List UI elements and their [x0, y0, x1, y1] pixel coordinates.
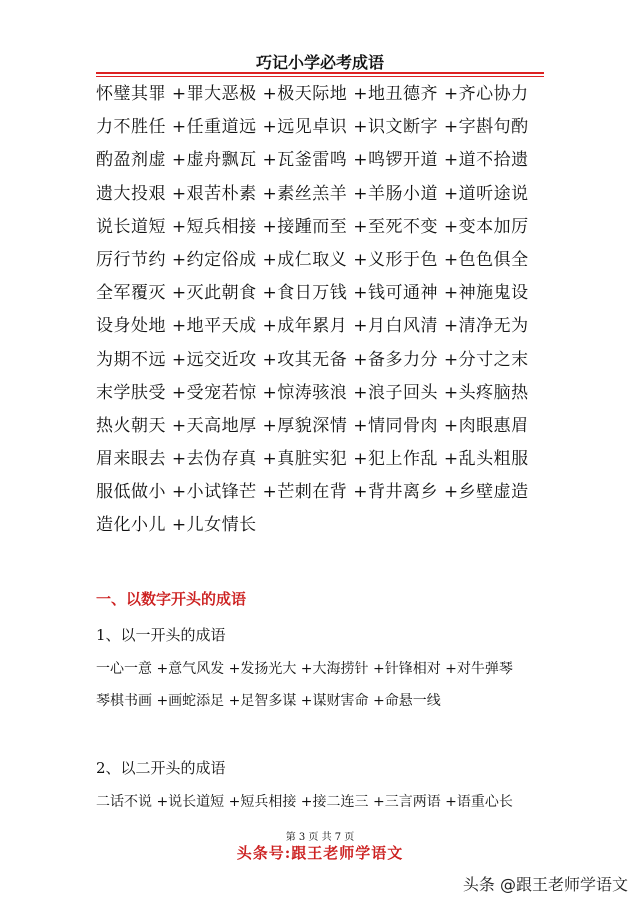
header-rule-thick [96, 72, 544, 74]
idiom-row: 末学肤受 +受宠若惊 +惊涛骇浪 +浪子回头 +头疼脑热 [96, 382, 529, 403]
idiom-line: 一心一意 +意气风发 +发扬光大 +大海捞针 +针锋相对 +对牛弹琴 [96, 661, 513, 677]
page-number: 第 3 页 共 7 页 [285, 832, 355, 843]
page-header-title: 巧记小学必考成语 [255, 53, 384, 72]
watermark: 头条 @跟王老师学语文 [462, 875, 628, 894]
idiom-line: 二话不说 +说长道短 +短兵相接 +接二连三 +三言两语 +语重心长 [96, 794, 513, 810]
idiom-row: 眉来眼去 +去伪存真 +真脏实犯 +犯上作乱 +乱头粗服 [96, 449, 529, 470]
idiom-line: 琴棋书画 +画蛇添足 +足智多谋 +谋财害命 +命悬一线 [96, 693, 441, 709]
subsection-heading-two: 2、以二开头的成语 [96, 759, 226, 777]
idiom-row: 全军覆灭 +灭此朝食 +食日万钱 +钱可通神 +神施鬼设 [96, 283, 529, 304]
idiom-row: 说长道短 +短兵相接 +接踵而至 +至死不变 +变本加厉 [96, 216, 529, 237]
idiom-row: 遗大投艰 +艰苦朴素 +素丝羔羊 +羊肠小道 +道听途说 [96, 183, 529, 204]
idiom-row: 怀璧其罪 +罪大恶极 +极天际地 +地丑德齐 +齐心协力 [96, 84, 529, 104]
idiom-row: 设身处地 +地平天成 +成年累月 +月白风清 +清净无为 [96, 316, 529, 337]
idiom-chain [96, 78, 556, 543]
idiom-row: 为期不远 +远交近攻 +攻其无备 +备多力分 +分寸之末 [96, 349, 529, 370]
idiom-row: 热火朝天 +天高地厚 +厚貌深情 +情同骨肉 +肉眼惠眉 [96, 415, 529, 436]
footer-account: 头条号:跟王老师学语文 [236, 844, 404, 862]
section-heading: 一、以数字开头的成语 [96, 590, 247, 608]
idiom-row: 厉行节约 +约定俗成 +成仁取义 +义形于色 +色色俱全 [96, 249, 529, 270]
idiom-row: 服低做小 +小试锋芒 +芒刺在背 +背井离乡 +乡壁虚造 [96, 482, 529, 503]
idiom-row: 酌盈剂虚 +虚舟飘瓦 +瓦釜雷鸣 +鸣锣开道 +道不拾遗 [96, 150, 529, 171]
header-rule-thin [96, 76, 544, 77]
idiom-row: 力不胜任 +任重道远 +远见卓识 +识文断字 +字斟句酌 [96, 117, 529, 138]
subsection-heading-one: 1、以一开头的成语 [96, 626, 226, 644]
idiom-row: 造化小儿 +儿女情长 [96, 515, 257, 536]
